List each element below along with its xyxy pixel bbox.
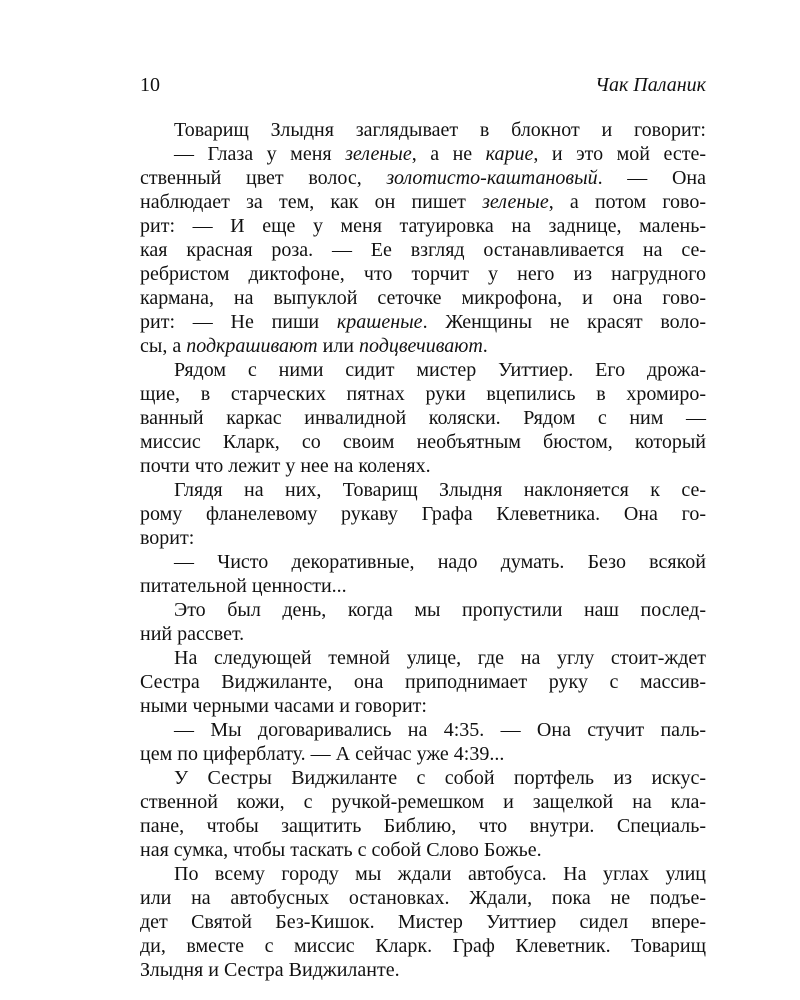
italic-word: подцвечивают: [359, 335, 483, 357]
text-line: ди, вместе с миссис Кларк. Граф Клеветник. Товарищ: [140, 935, 706, 957]
italic-word: подкрашивают: [186, 335, 318, 357]
text-line: цем по циферблату. — А сейчас уже 4:39...: [140, 743, 505, 765]
text-line: ная сумка, чтобы таскать с собой Слово Божье.: [140, 839, 542, 861]
text-line: почти что лежит у нее на коленях.: [140, 455, 431, 477]
text-line: рит: — И еще у меня татуировка на заднице, малень-: [140, 215, 706, 237]
text-line: ственной кожи, с ручкой-ремешком и защелкой на кла-: [140, 791, 706, 813]
text-line: ворит:: [140, 527, 195, 549]
text-line: У Сестры Виджиланте с собой портфель из искус-: [174, 767, 706, 789]
text-line: рому фланелевому рукаву Графа Клеветника. Она го-: [140, 503, 706, 525]
running-head-author: Чак Паланик: [595, 74, 706, 96]
text-line: На следующей темной улице, где на углу стоит-ждет: [174, 647, 706, 669]
text-line: Это был день, когда мы пропустили наш послед-: [174, 599, 706, 621]
text-line: ний рассвет.: [140, 623, 245, 645]
text-line: кая красная роза. — Ее взгляд останавливается на се-: [140, 239, 706, 261]
text-line: миссис Кларк, со своим необъятным бюстом, который: [140, 431, 706, 453]
text-line: ными черными часами и говорит:: [140, 695, 427, 717]
text-line: дет Святой Без-Кишок. Мистер Уиттиер сидел впере-: [140, 911, 706, 933]
text-line: ванный каркас инвалидной коляски. Рядом с ним —: [140, 407, 706, 429]
italic-word: карие: [485, 143, 534, 165]
text-line: сы, а подкрашивают или подцвечивают.: [140, 335, 488, 357]
text-line: кармана, на выпуклой сеточке микрофона, и она гово-: [140, 287, 706, 309]
italic-word: зеленые: [345, 143, 412, 165]
text-line: Товарищ Злыдня заглядывает в блокнот и говорит:: [174, 119, 706, 141]
text-line: По всему городу мы ждали автобуса. На углах улиц: [174, 863, 706, 885]
text-line: Глядя на них, Товарищ Злыдня наклоняется к се-: [174, 479, 706, 501]
italic-word: зеленые: [482, 191, 549, 213]
text-line: рит: — Не пиши крашеные. Женщины не красят воло-: [140, 311, 706, 333]
page-number: 10: [140, 74, 160, 96]
text-line: пане, чтобы защитить Библию, что внутри. Специаль-: [140, 815, 706, 837]
text-line: Сестра Виджиланте, она приподнимает руку с массив-: [140, 671, 706, 693]
text-line: ребристом диктофоне, что торчит у него из нагрудного: [140, 263, 706, 285]
text-line: Злыдня и Сестра Виджиланте.: [140, 959, 400, 981]
text-line: щие, в старческих пятнах руки вцепились в хромиро-: [140, 383, 706, 405]
text-line: — Глаза у меня зеленые, а не карие, и это мой есте-: [174, 143, 706, 165]
text-line: питательной ценности...: [140, 575, 347, 597]
italic-word: золотисто-каштановый: [386, 167, 598, 189]
text-line: ственный цвет волос, золотисто-каштановый. — Она: [140, 167, 706, 189]
page-header: [140, 72, 706, 102]
text-line: или на автобусных остановках. Ждали, пока не подъе-: [140, 887, 706, 909]
body-text: [140, 118, 706, 982]
text-line: — Чисто декоративные, надо думать. Безо всякой: [174, 551, 706, 573]
italic-word: крашеные: [336, 311, 423, 333]
text-line: Рядом с ними сидит мистер Уиттиер. Его дрожа-: [174, 359, 706, 381]
text-line: — Мы договаривались на 4:35. — Она стучит паль-: [174, 719, 706, 741]
text-line: наблюдает за тем, как он пишет зеленые, а потом гово-: [140, 191, 706, 213]
